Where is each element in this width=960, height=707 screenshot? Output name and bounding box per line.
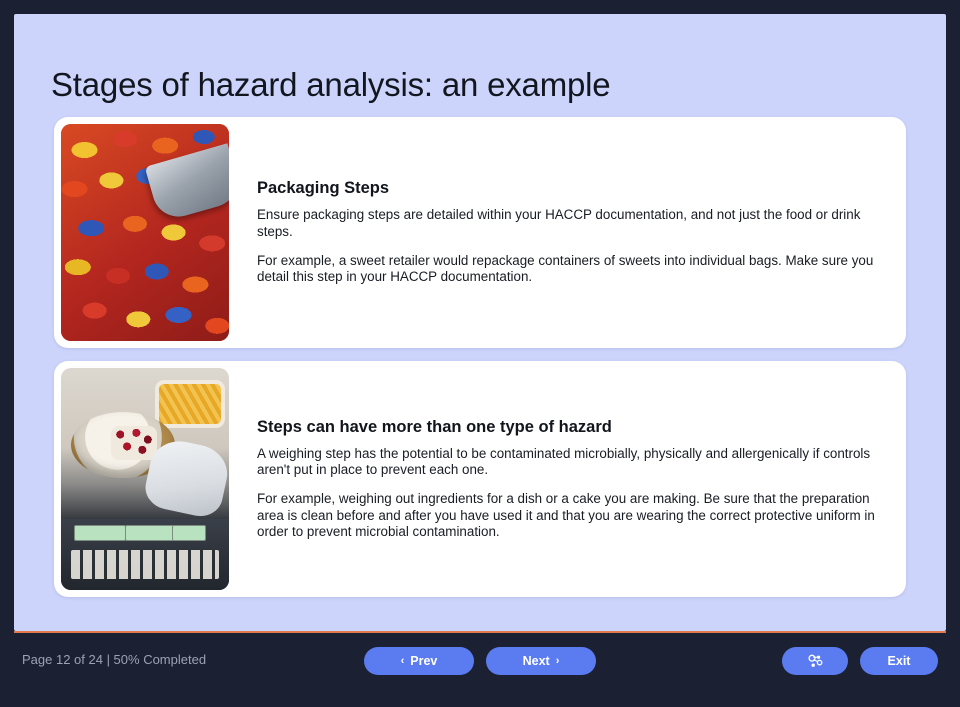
card-heading: Steps can have more than one type of hazard [257,417,612,436]
card-paragraph: Ensure packaging steps are detailed within your HACCP documentation, and not just the food or drink steps. [257,207,861,239]
card-heading: Packaging Steps [257,179,390,198]
prev-button-label: Prev [410,654,438,668]
prev-button[interactable] [364,647,474,675]
footer-actions [782,647,938,675]
content-card [54,361,906,597]
page-status-text: Page 12 of 24 | 50% Completed [22,652,207,667]
jelly-beans-scoop-photo [61,124,229,341]
content-card [54,117,906,348]
scale-keypad-detail [71,550,219,579]
card-body [229,117,906,348]
weighing-scale-image [61,368,229,590]
card-body [229,361,906,597]
next-button[interactable] [486,647,596,675]
next-button-label: Next [522,654,550,668]
chevron-right-icon: › [555,654,560,667]
exit-button[interactable] [860,647,938,675]
corn-tray-detail [159,384,221,424]
scale-display-detail [74,525,126,541]
exit-button-label: Exit [887,654,911,668]
chevron-left-icon: ‹ [400,654,405,667]
weighing-scale-ingredients-photo [61,368,229,590]
gear-settings-icon [807,654,824,669]
scale-display-detail [172,525,206,541]
progress-rule [14,631,946,633]
card-paragraph: For example, weighing out ingredients for a dish or a cake you are making. Be sure that the preparation area is clean before and after you have used it and that you are wearing the correct protective uniform in order to prevent microbial contamination. [257,491,875,540]
berries-tray-detail [111,426,157,460]
slide-footer [14,631,946,693]
slide-stage [14,14,946,631]
card-list [54,117,906,597]
navigation-buttons [364,647,596,675]
settings-button[interactable] [782,647,848,675]
jelly-beans-image [61,124,229,341]
page-title: Stages of hazard analysis: an example [51,66,611,104]
card-paragraph: A weighing step has the potential to be contaminated microbially, physically and allergenically if controls aren't put in place to prevent each one. [257,445,871,477]
card-paragraph: For example, a sweet retailer would repackage containers of sweets into individual bags. Make sure you detail this step in your HACCP documentation. [257,253,874,285]
scale-display-detail [125,525,177,541]
